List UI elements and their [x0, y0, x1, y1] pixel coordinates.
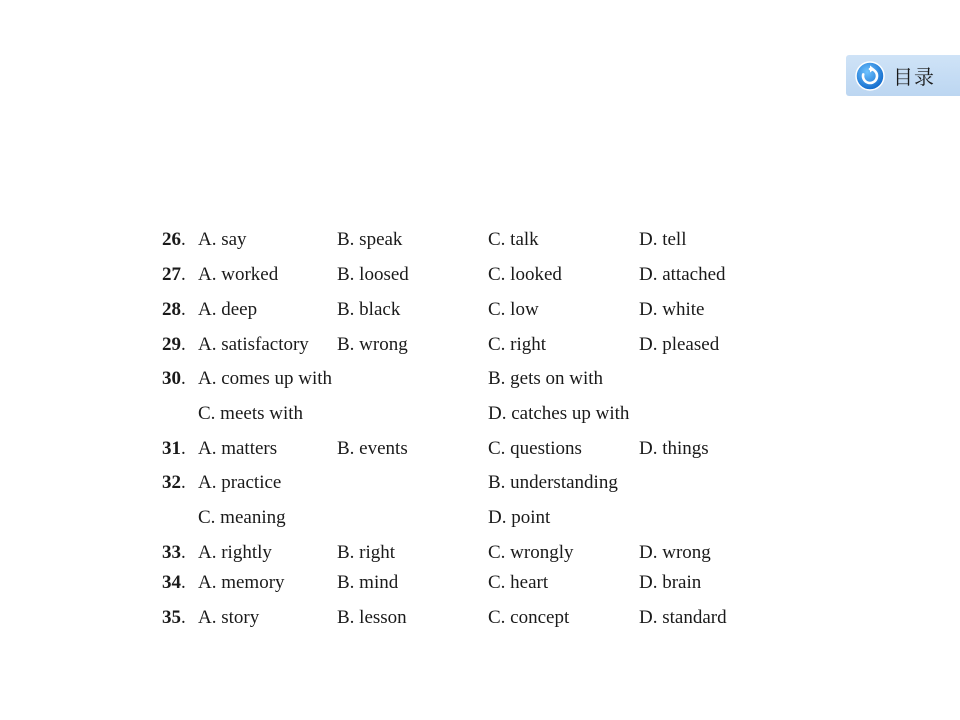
option-a: A. rightly [198, 542, 272, 563]
question-number: 30. [162, 368, 186, 389]
option-c: C. right [488, 334, 547, 355]
option-c: C. low [488, 299, 539, 320]
question-number: 34. [162, 572, 186, 593]
option-b: B. gets on with [488, 368, 604, 389]
option-d: D. standard [639, 607, 727, 628]
option-d: D. wrong [639, 542, 711, 563]
option-b: B. black [337, 299, 401, 320]
option-b: B. events [337, 438, 408, 459]
circular-arrow-icon [855, 61, 885, 91]
option-a: A. satisfactory [198, 334, 309, 355]
option-c: C. heart [488, 572, 549, 593]
option-d: D. pleased [639, 334, 720, 355]
option-d: D. point [488, 507, 551, 528]
option-c: C. questions [488, 438, 582, 459]
option-b: B. mind [337, 572, 399, 593]
option-a: A. matters [198, 438, 278, 459]
option-b: B. speak [337, 229, 403, 250]
question-number: 35. [162, 607, 186, 628]
option-c: C. meets with [198, 403, 304, 424]
option-c: C. talk [488, 229, 539, 250]
question-number: 27. [162, 264, 186, 285]
question-number: 26. [162, 229, 186, 250]
option-b: B. wrong [337, 334, 408, 355]
option-b: B. right [337, 542, 396, 563]
option-a: A. practice [198, 472, 282, 493]
option-b: B. lesson [337, 607, 407, 628]
option-c: C. looked [488, 264, 562, 285]
option-d: D. white [639, 299, 705, 320]
option-d: D. attached [639, 264, 726, 285]
toc-label: 目录 [893, 65, 935, 89]
option-a: A. say [198, 229, 247, 250]
toc-button[interactable] [846, 55, 960, 96]
option-d: D. tell [639, 229, 687, 250]
option-b: B. understanding [488, 472, 618, 493]
option-d: D. brain [639, 572, 702, 593]
option-d: D. catches up with [488, 403, 630, 424]
question-number: 31. [162, 438, 186, 459]
option-a: A. story [198, 607, 260, 628]
question-number: 28. [162, 299, 186, 320]
question-number: 33. [162, 542, 186, 563]
option-a: A. comes up with [198, 368, 333, 389]
option-a: A. deep [198, 299, 258, 320]
option-a: A. worked [198, 264, 279, 285]
option-c: C. concept [488, 607, 570, 628]
option-b: B. loosed [337, 264, 409, 285]
option-c: C. wrongly [488, 542, 574, 563]
question-number: 29. [162, 334, 186, 355]
option-d: D. things [639, 438, 709, 459]
option-c: C. meaning [198, 507, 286, 528]
question-number: 32. [162, 472, 186, 493]
option-a: A. memory [198, 572, 285, 593]
